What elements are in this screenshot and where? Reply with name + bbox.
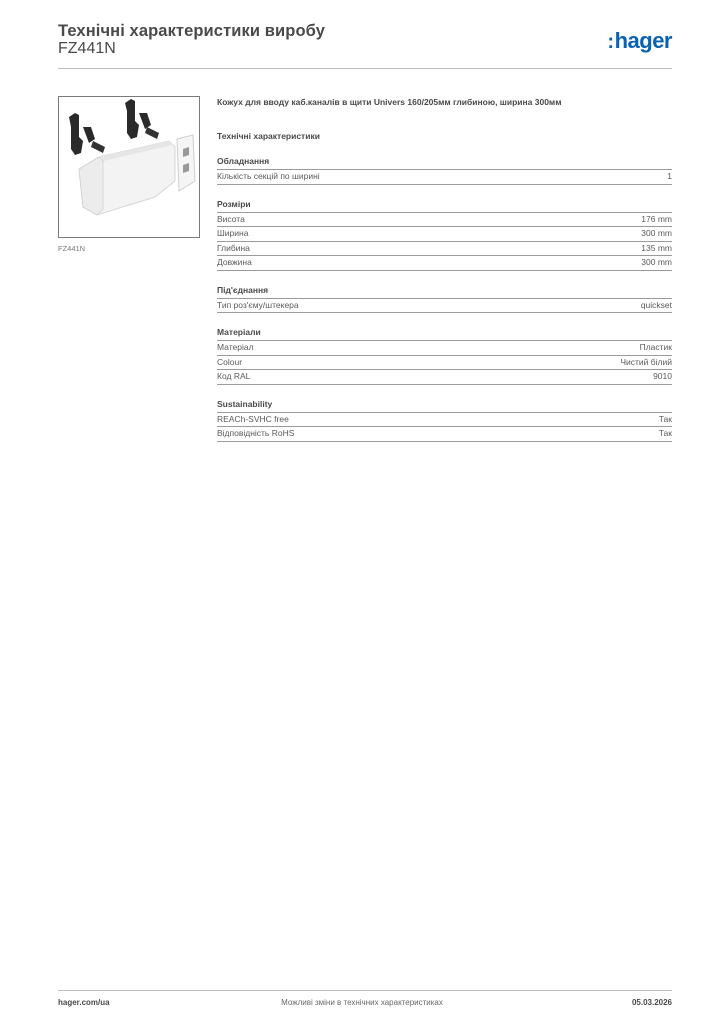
spec-value: quickset [640,299,672,310]
spec-row [217,426,672,442]
spec-label: Тип роз'єму/штекера [217,299,299,310]
hager-logo[interactable] [607,28,672,54]
logo-colon-icon: : [607,31,614,53]
website-link[interactable]: hager.com/ua [58,998,110,1007]
spec-value: Пластик [639,342,672,352]
footer-notice: Можливі зміни в технічних характеристиках [281,998,443,1007]
spec-value: 176 mm [641,213,672,224]
header-divider [58,68,672,69]
product-code: FZ441N [58,40,116,57]
spec-row [217,212,672,227]
spec-group-sustainability [217,398,672,442]
spec-label: Ширина [217,228,249,238]
spec-group-materials [217,326,672,385]
group-title: Обладнання [217,156,270,166]
spec-content [217,96,672,442]
spec-row [217,241,672,256]
spec-row [217,255,672,271]
page-title: Технічні характеристики виробу [58,22,325,40]
image-caption: FZ441N [58,244,86,253]
product-image [58,96,200,238]
spec-label: Висота [217,213,245,224]
spec-label: Довжина [217,257,252,267]
spec-value: Чистий білий [620,356,672,367]
spec-value: 1 [667,171,672,181]
spec-label: Відповідність RoHS [217,428,295,438]
footer-divider [58,990,672,991]
spec-value: 135 mm [641,242,672,253]
spec-label: Кількість секцій по ширині [217,171,320,181]
page-header [58,20,672,68]
spec-label: Colour [217,356,243,367]
document-date: 05.03.2026 [631,998,672,1007]
spec-row [217,355,672,370]
spec-value: Так [658,428,672,438]
spec-value: 300 mm [641,257,672,267]
logo-text: hager [614,28,672,53]
spec-value: Так [658,413,672,424]
cable-duct-cover-illustration [59,97,199,237]
spec-row [217,226,672,241]
spec-row [217,340,672,355]
spec-group-dimensions [217,198,672,271]
spec-row [217,412,672,427]
spec-row [217,169,672,185]
group-title: Матеріали [217,327,261,337]
spec-label: Код RAL [217,371,251,381]
spec-group-equipment [217,155,672,185]
spec-value: 9010 [653,371,672,381]
group-title: Розміри [217,198,251,209]
spec-label: Матеріал [217,342,254,352]
group-title: Sustainability [217,398,273,409]
spec-label: REACh-SVHC free [217,413,289,424]
spec-label: Глибина [217,242,250,253]
spec-group-connection [217,284,672,314]
spec-row [217,369,672,385]
specs-heading: Технічні характеристики [217,131,320,141]
spec-row [217,298,672,314]
group-title: Під'єднання [217,284,269,295]
product-description: Кожух для вводу каб.каналів в щити Univers 160/205мм глибиною, ширина 300мм [217,97,562,107]
spec-value: 300 mm [641,228,672,238]
